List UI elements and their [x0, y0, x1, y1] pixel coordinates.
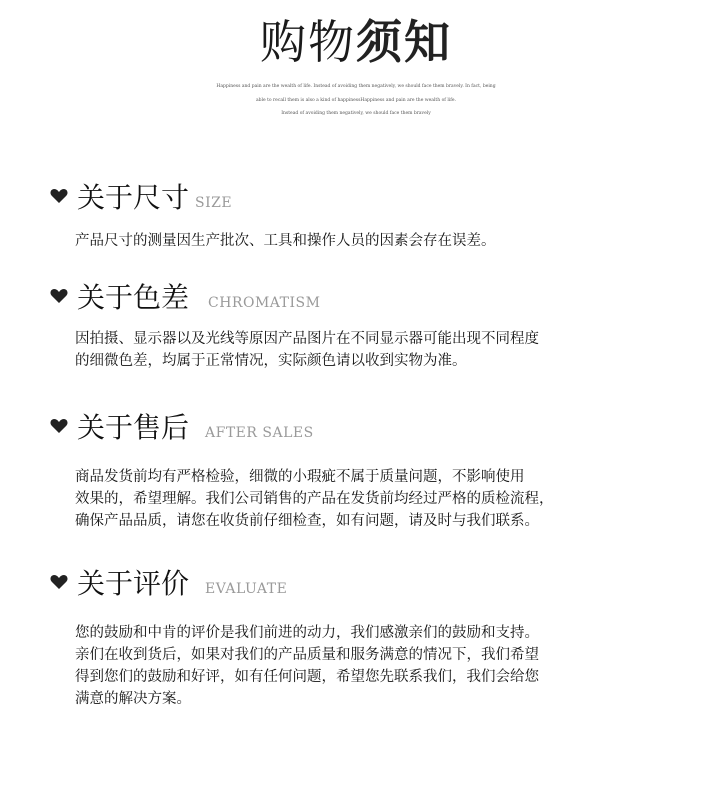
section-heading-en: EVALUATE — [205, 581, 288, 597]
heart-icon — [50, 418, 68, 434]
subtitle-line-2: able to recall them is also a kind of happinessHappiness and pain are the wealth of life. — [255, 98, 457, 103]
subtitle-line-1: Happiness and pain are the wealth of life. Instead of avoiding them negatively, we should face them bravely. In fact, being — [216, 84, 496, 89]
body-line: 因拍摄、显示器以及光线等原因产品图片在不同显示器可能出现不同程度 — [75, 331, 539, 347]
heart-icon — [50, 188, 68, 204]
body-line: 满意的解决方案。 — [75, 691, 191, 707]
section-heading: 关于尺寸 — [77, 181, 190, 214]
section-heading-en: CHROMATISM — [208, 295, 321, 311]
section-body — [75, 466, 554, 532]
body-line: 得到您们的鼓励和好评，如有任何问题，希望您先联系我们，我们会给您 — [75, 669, 539, 685]
body-line: 商品发货前均有严格检验，细微的小瑕疵不属于质量问题，不影响使用 — [75, 469, 525, 485]
body-line: 您的鼓励和中肯的评价是我们前进的动力，我们感激亲们的鼓励和支持。 — [75, 625, 539, 641]
title-part-1: 购物 — [260, 15, 356, 69]
page-header — [0, 0, 712, 130]
section-body — [75, 328, 539, 372]
body-line: 亲们在收到货后，如果对我们的产品质量和服务满意的情况下，我们希望 — [75, 647, 539, 663]
page-title — [0, 12, 712, 72]
body-line: 的细微色差，均属于正常情况，实际颜色请以收到实物为准。 — [75, 353, 467, 369]
body-line: 效果的，希望理解。我们公司销售的产品在发货前均经过严格的质检流程， — [75, 491, 554, 507]
section-body — [75, 230, 496, 252]
body-line: 产品尺寸的测量因生产批次、工具和操作人员的因素会存在误差。 — [75, 233, 496, 249]
heart-icon — [50, 574, 68, 590]
section-heading-en: SIZE — [195, 195, 233, 211]
heart-icon — [50, 288, 68, 304]
section-heading: 关于色差 — [77, 281, 190, 314]
body-line: 确保产品品质，请您在收货前仔细检查，如有问题，请及时与我们联系。 — [75, 513, 539, 529]
section-body — [75, 622, 539, 710]
subtitle-line-3: Instead of avoiding them negatively, we should face them bravely — [281, 111, 431, 116]
title-part-2: 须知 — [356, 15, 452, 69]
section-heading: 关于售后 — [77, 411, 190, 444]
section-heading: 关于评价 — [77, 567, 190, 600]
section-heading-en: AFTER SALES — [205, 425, 314, 441]
